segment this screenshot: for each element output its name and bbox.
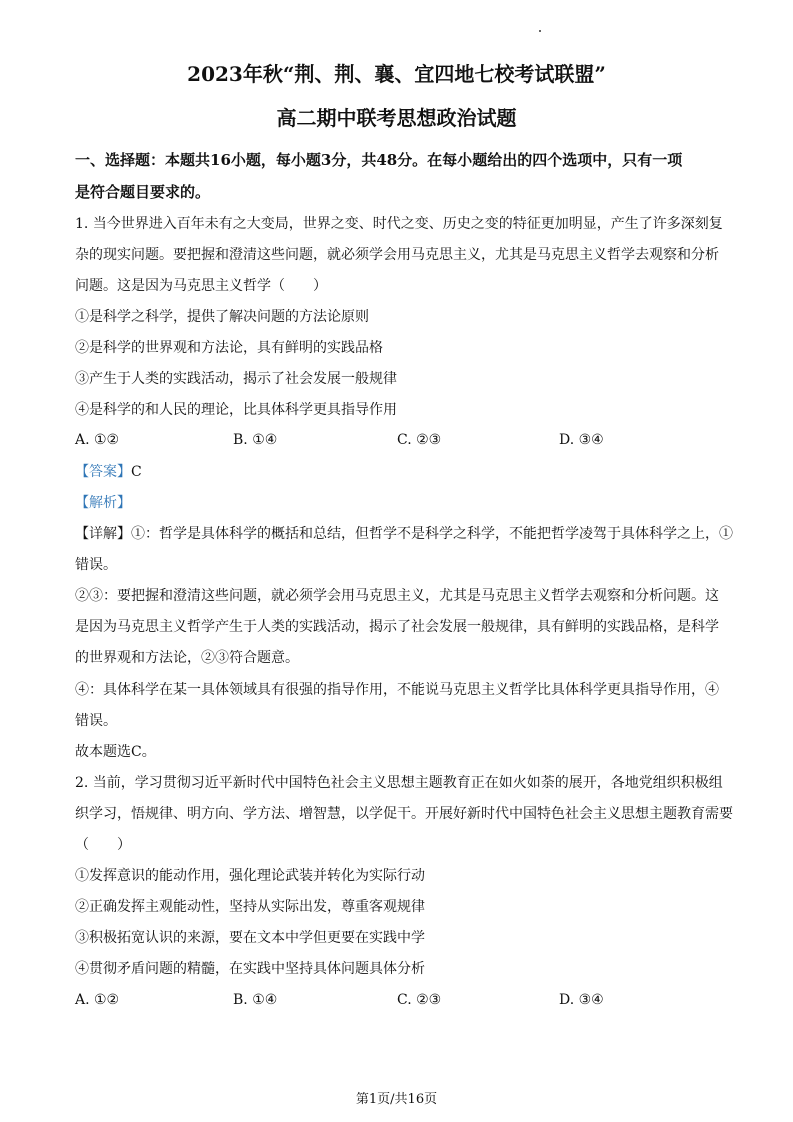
answer-tag: 【答案】 [75,464,131,480]
q1-item-4: ④是科学的和人民的理论，比具体科学更具指导作用 [75,402,397,418]
q1-answer [75,463,725,481]
q2-item-3: ③积极拓宽认识的来源，要在文本中学但更要在实践中学 [75,930,425,946]
q1-detail-line3: ②③：要把握和澄清这些问题，就必须学会用马克思主义，尤其是马克思主义哲学去观察和分析问题。这 [75,588,719,604]
q2-stem-line1: 2. 当前，学习贯彻习近平新时代中国特色社会主义思想主题教育正在如火如荼的展开，各地党组织积极组 [75,775,723,791]
q2-item-2: ②正确发挥主观能动性，坚持从实际出发，尊重客观规律 [75,899,425,915]
q2-option-c: C. ②③ [397,992,442,1008]
q2-item-4: ④贯彻矛盾问题的精髓，在实践中坚持具体问题具体分析 [75,961,425,977]
scan-dot [539,30,541,32]
q1-option-b: B. ①④ [233,432,278,448]
q1-option-d: D. ③④ [559,432,604,448]
q1-stem-line2: 杂的现实问题。要把握和澄清这些问题，就必须学会用马克思主义，尤其是马克思主义哲学去观察和分析 [75,247,719,263]
q1-detail-line1: 【详解】①：哲学是具体科学的概括和总结，但哲学不是科学之科学，不能把哲学凌驾于具体科学之上，① [75,526,733,542]
q2-stem-line2: 织学习，悟规律、明方向、学方法、增智慧，以学促干。开展好新时代中国特色社会主义思想主题教育需要 [75,806,733,822]
section-heading-line2: 是符合题目要求的。 [75,183,211,201]
q1-option-a: A. ①② [75,432,120,448]
q2-item-1: ①发挥意识的能动作用，强化理论武装并转化为实际行动 [75,868,425,884]
q2-option-a: A. ①② [75,992,120,1008]
q1-stem-line1: 1. 当今世界进入百年未有之大变局，世界之变、时代之变、历史之变的特征更加明显，产生了许多深刻复 [75,216,723,232]
analysis-tag: 【解析】 [75,495,131,511]
q2-option-d: D. ③④ [559,992,604,1008]
q1-item-3: ③产生于人类的实践活动，揭示了社会发展一般规律 [75,371,397,387]
q1-detail-line4: 是因为马克思主义哲学产生于人类的实践活动，揭示了社会发展一般规律，具有鲜明的实践品格，是科学 [75,619,719,635]
q2-option-b: B. ①④ [233,992,278,1008]
q1-detail-line5: 的世界观和方法论，②③符合题意。 [75,650,299,666]
exam-title: 2023年秋“荆、荆、襄、宜四地七校考试联盟” [187,62,606,86]
q1-detail-line7: 错误。 [75,713,117,729]
page-number: 第1页/共16页 [355,1092,438,1107]
exam-subtitle: 高二期中联考思想政治试题 [276,106,517,130]
detail-tag: 【详解】 [75,526,131,542]
q1-stem-line3: 问题。这是因为马克思主义哲学（ ） [75,278,327,294]
q1-item-2: ②是科学的世界观和方法论，具有鲜明的实践品格 [75,340,383,356]
q1-detail-line2: 错误。 [75,557,117,573]
q1-detail-line8: 故本题选C。 [75,744,156,760]
q1-item-1: ①是科学之科学，提供了解决问题的方法论原则 [75,309,369,325]
q1-detail-line6: ④：具体科学在某一具体领域具有很强的指导作用，不能说马克思主义哲学比具体科学更具指导作用，④ [75,682,719,698]
q1-option-c: C. ②③ [397,432,442,448]
answer-value: C [131,464,142,480]
section-heading-line1: 一、选择题：本题共16小题，每小题3分，共48分。在每小题给出的四个选项中，只有一项 [75,151,683,169]
q2-stem-line3: （ ） [75,837,131,853]
